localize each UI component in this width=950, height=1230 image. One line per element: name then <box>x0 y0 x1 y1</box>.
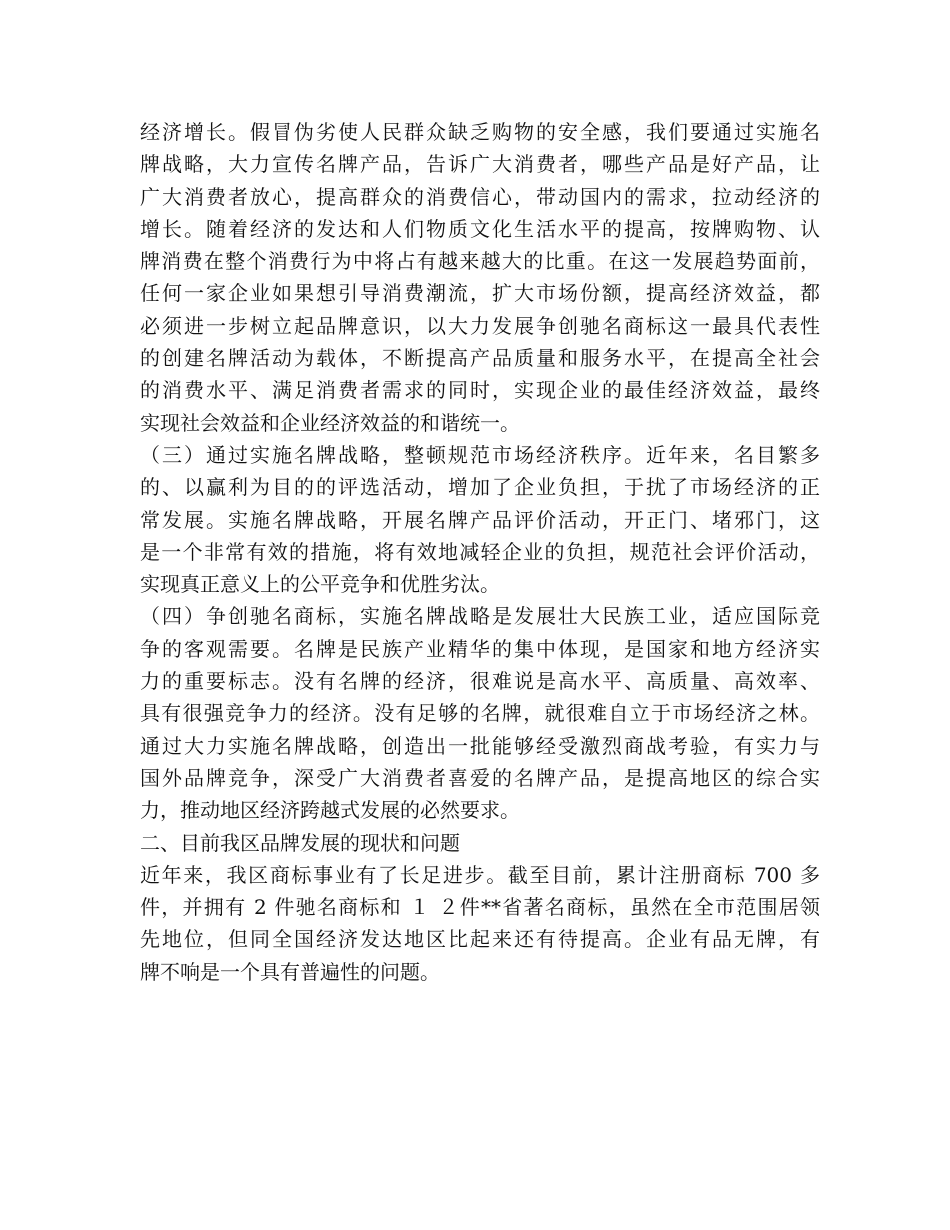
text-line: 实现社会效益和企业经济效益的和谐统一。 <box>140 410 520 435</box>
text-line: 的创建名牌活动为载体，不断提高产品质量和服务水平，在提高全社会 <box>140 346 820 371</box>
text-line: 任何一家企业如果想引导消费潮流，扩大市场份额，提高经济效益，都 <box>140 281 820 306</box>
text-line: 先地位，但同全国经济发达地区比起来还有待提高。企业有品无牌，有 <box>140 927 820 952</box>
text-line: 通过大力实施名牌战略，创造出一批能够经受激烈商战考验，有实力与 <box>140 733 820 758</box>
text-line: （四）争创驰名商标，实施名牌战略是发展壮大民族工业，适应国际竞 <box>140 604 820 629</box>
text-line: （三）通过实施名牌战略，整顿规范市场经济秩序。近年来，名目繁多 <box>140 442 820 467</box>
text-line: 牌消费在整个消费行为中将占有越来越大的比重。在这一发展趋势面前， <box>140 249 820 274</box>
text-line: 常发展。实施名牌战略，开展名牌产品评价活动，开正门、堵邪门，这 <box>140 507 820 532</box>
text-line: 二、目前我区品牌发展的现状和问题 <box>140 830 460 855</box>
text-line: 牌不响是一个具有普遍性的问题。 <box>140 959 440 984</box>
text-line: 是一个非常有效的措施，将有效地减轻企业的负担，规范社会评价活动， <box>140 539 820 564</box>
text-line: 争的客观需要。名牌是民族产业精华的集中体现，是国家和地方经济实 <box>140 636 820 661</box>
text-line: 国外品牌竞争，深受广大消费者喜爱的名牌产品，是提高地区的综合实 <box>140 765 820 790</box>
text-line: 增长。随着经济的发达和人们物质文化生活水平的提高，按牌购物、认 <box>140 216 820 241</box>
text-line: 必须进一步树立起品牌意识，以大力发展争创驰名商标这一最具代表性 <box>140 313 820 338</box>
text-line: 的、以赢利为目的的评选活动，增加了企业负担，于扰了市场经济的正 <box>140 475 820 500</box>
text-line: 近年来，我区商标事业有了长足进步。截至目前，累计注册商标 700 多 <box>140 862 820 887</box>
text-line: 经济增长。假冒伪劣使人民群众缺乏购物的安全感，我们要通过实施名 <box>140 120 820 144</box>
text-line: 的消费水平、满足消费者需求的同时，实现企业的最佳经济效益，最终 <box>140 378 820 403</box>
text-line: 力的重要标志。没有名牌的经济，很难说是高水平、高质量、高效率、 <box>140 669 820 694</box>
text-line: 力，推动地区经济跨越式发展的必然要求。 <box>140 798 520 823</box>
document-body <box>140 116 820 988</box>
text-line: 实现真正意义上的公平竞争和优胜劣汰。 <box>140 572 500 597</box>
text-line: 牌战略，大力宣传名牌产品，告诉广大消费者，哪些产品是好产品，让 <box>140 152 820 177</box>
text-line: 件，并拥有 2 件驰名商标和 １ ２件**省著名商标，虽然在全市范围居领 <box>140 895 820 920</box>
text-line: 具有很强竞争力的经济。没有足够的名牌，就很难自立于市场经济之林。 <box>140 701 820 726</box>
text-line: 广大消费者放心，提高群众的消费信心，带动国内的需求，拉动经济的 <box>140 184 820 209</box>
